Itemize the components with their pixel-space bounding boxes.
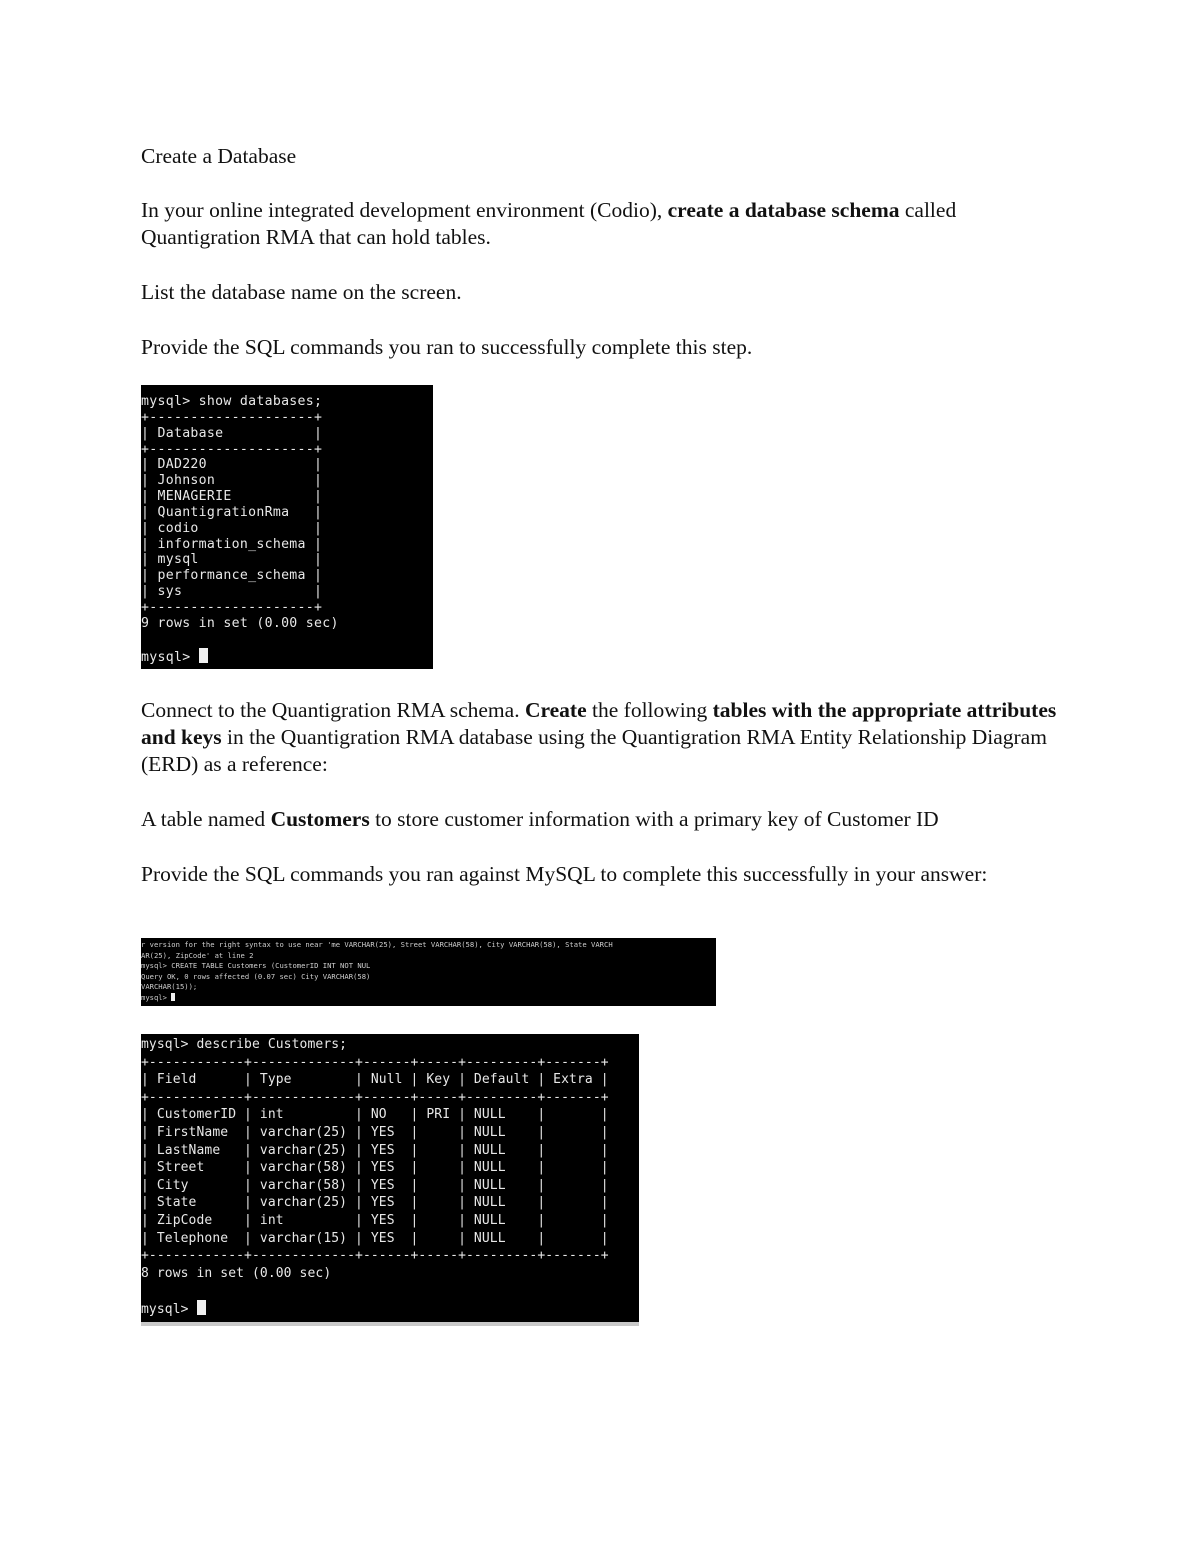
table-row: | FirstName | varchar(25) | YES | | NULL | | (141, 1124, 609, 1140)
instruction-list-databases: List the database name on the screen. (141, 280, 462, 304)
table-row: | Street | varchar(58) | YES | | NULL | | (141, 1160, 609, 1176)
instruction-create-tables: Connect to the Quantigration RMA schema. Create the following tables with the appropriate attributes and keys in the Quantigration RMA database using the Quantigration RMA Entity Relationship Diagram (ERD) as a reference: (141, 698, 1057, 776)
database-row: | performance_schema | (141, 568, 323, 584)
database-row: | MENAGERIE | (141, 489, 323, 505)
terminal-output: r version for the right syntax to use near 'me VARCHAR(25), Street VARCHAR(58), City VARCHAR(58), State VARCH AR(25), ZipCode' at line 2 mysql> CREATE TABLE Customers (CustomerID INT NOT NUL Query OK, 0 rows affected (0.07 sec) City VARCHAR(58) VARCHAR(15)); mysql> (141, 940, 613, 1002)
database-row: | information_schema | (141, 536, 323, 552)
database-row: | QuantigrationRma | (141, 504, 323, 520)
table-row: | Telephone | varchar(15) | YES | | NULL | | (141, 1230, 609, 1246)
terminal-output: mysql> show databases; +--------------------+ | Database | +--------------------+ | DAD220 | | Johnson | | MENAGERIE | | QuantigrationRma | | codio | | information_schema | | mysql | | performance_schema | | sys | +--------------------+ 9 rows in set (0.00 sec) mysql> (141, 394, 339, 665)
section-heading: Create a Database (141, 144, 297, 168)
instruction-create-schema: In your online integrated development environment (Codio), create a database schema called Quantigration RMA that can hold tables. (141, 198, 957, 249)
terminal-describe-customers (141, 1034, 639, 1326)
instruction-provide-sql-mysql: Provide the SQL commands you ran against MySQL to complete this successfully in your answer: (141, 862, 988, 886)
table-row: | State | varchar(25) | YES | | NULL | | (141, 1195, 609, 1211)
table-row: | LastName | varchar(25) | YES | | NULL | | (141, 1142, 609, 1158)
cursor-icon (199, 648, 208, 663)
database-row: | mysql | (141, 552, 323, 568)
terminal-show-databases (141, 385, 433, 669)
database-row: | codio | (141, 520, 323, 536)
cursor-icon (197, 1300, 206, 1315)
table-row: | CustomerID | int | NO | PRI | NULL | | (141, 1107, 609, 1123)
database-row: | sys | (141, 584, 323, 600)
instruction-customers-table: A table named Customers to store customer information with a primary key of Customer ID (141, 807, 939, 831)
terminal-create-table (141, 938, 716, 1006)
instruction-provide-sql: Provide the SQL commands you ran to successfully complete this step. (141, 335, 753, 359)
database-row: | DAD220 | (141, 457, 323, 473)
terminal-output: mysql> describe Customers; +------------+-------------+------+-----+---------+-------+ | Field | Type | Null | Key | Default | Extra | +------------+-------------+------+-----+---------+-------+ | CustomerID | int | NO | PRI | NULL | | | FirstName | varchar(25) | YES | | NULL | | | LastName | varchar(25) | YES | | NULL | | | Street | varchar(58) | YES | | NULL | | | City | varchar(58) | YES | | NULL | | | State | varchar(25) | YES | | NULL | | | ZipCode | int | YES | | NULL | | | Telephone | varchar(15) | YES | | NULL | | +------------+-------------+------+-----+---------+-------+ 8 rows in set (0.00 sec) mysql> (141, 1037, 609, 1317)
database-row: | Johnson | (141, 473, 323, 489)
table-row: | City | varchar(58) | YES | | NULL | | (141, 1177, 609, 1193)
cursor-icon (171, 993, 175, 1001)
table-row: | ZipCode | int | YES | | NULL | | (141, 1212, 609, 1228)
